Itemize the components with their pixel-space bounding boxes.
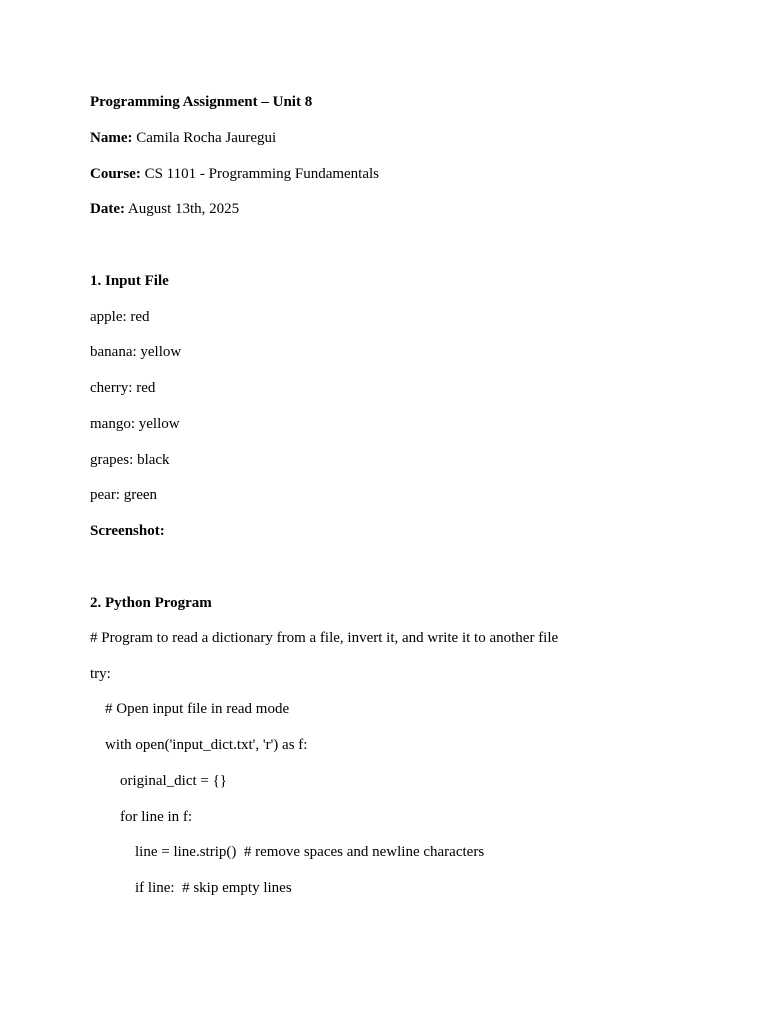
code-line: try: xyxy=(90,666,111,682)
name-line xyxy=(90,128,276,148)
course-label: Course: xyxy=(90,166,141,182)
course-value: CS 1101 - Programming Fundamentals xyxy=(140,166,380,182)
code-line: line = line.strip() # remove spaces and newline characters xyxy=(135,844,485,860)
code-line: with open('input_dict.txt', 'r') as f: xyxy=(105,737,308,753)
code-line: if line: # skip empty lines xyxy=(135,880,292,896)
date-value: August 13th, 2025 xyxy=(124,201,240,217)
input-line: apple: red xyxy=(90,309,150,325)
name-label: Name: xyxy=(90,130,133,146)
input-line: banana: yellow xyxy=(90,344,182,360)
date-label: Date: xyxy=(90,201,125,217)
code-line: for line in f: xyxy=(120,809,193,825)
code-line: # Program to read a dictionary from a file, invert it, and write it to another file xyxy=(90,630,559,646)
assignment-title: Programming Assignment – Unit 8 xyxy=(90,94,313,110)
input-line: cherry: red xyxy=(90,380,156,396)
course-line xyxy=(90,164,379,184)
input-line: grapes: black xyxy=(90,452,170,468)
input-line: mango: yellow xyxy=(90,416,180,432)
code-line: original_dict = {} xyxy=(120,773,228,789)
name-value: Camila Rocha Jauregui xyxy=(132,130,277,146)
code-line: # Open input file in read mode xyxy=(105,701,290,717)
section1-heading: 1. Input File xyxy=(90,273,169,289)
section2-heading: 2. Python Program xyxy=(90,595,212,611)
screenshot-label: Screenshot: xyxy=(90,523,165,539)
input-line: pear: green xyxy=(90,487,158,503)
date-line xyxy=(90,199,239,219)
